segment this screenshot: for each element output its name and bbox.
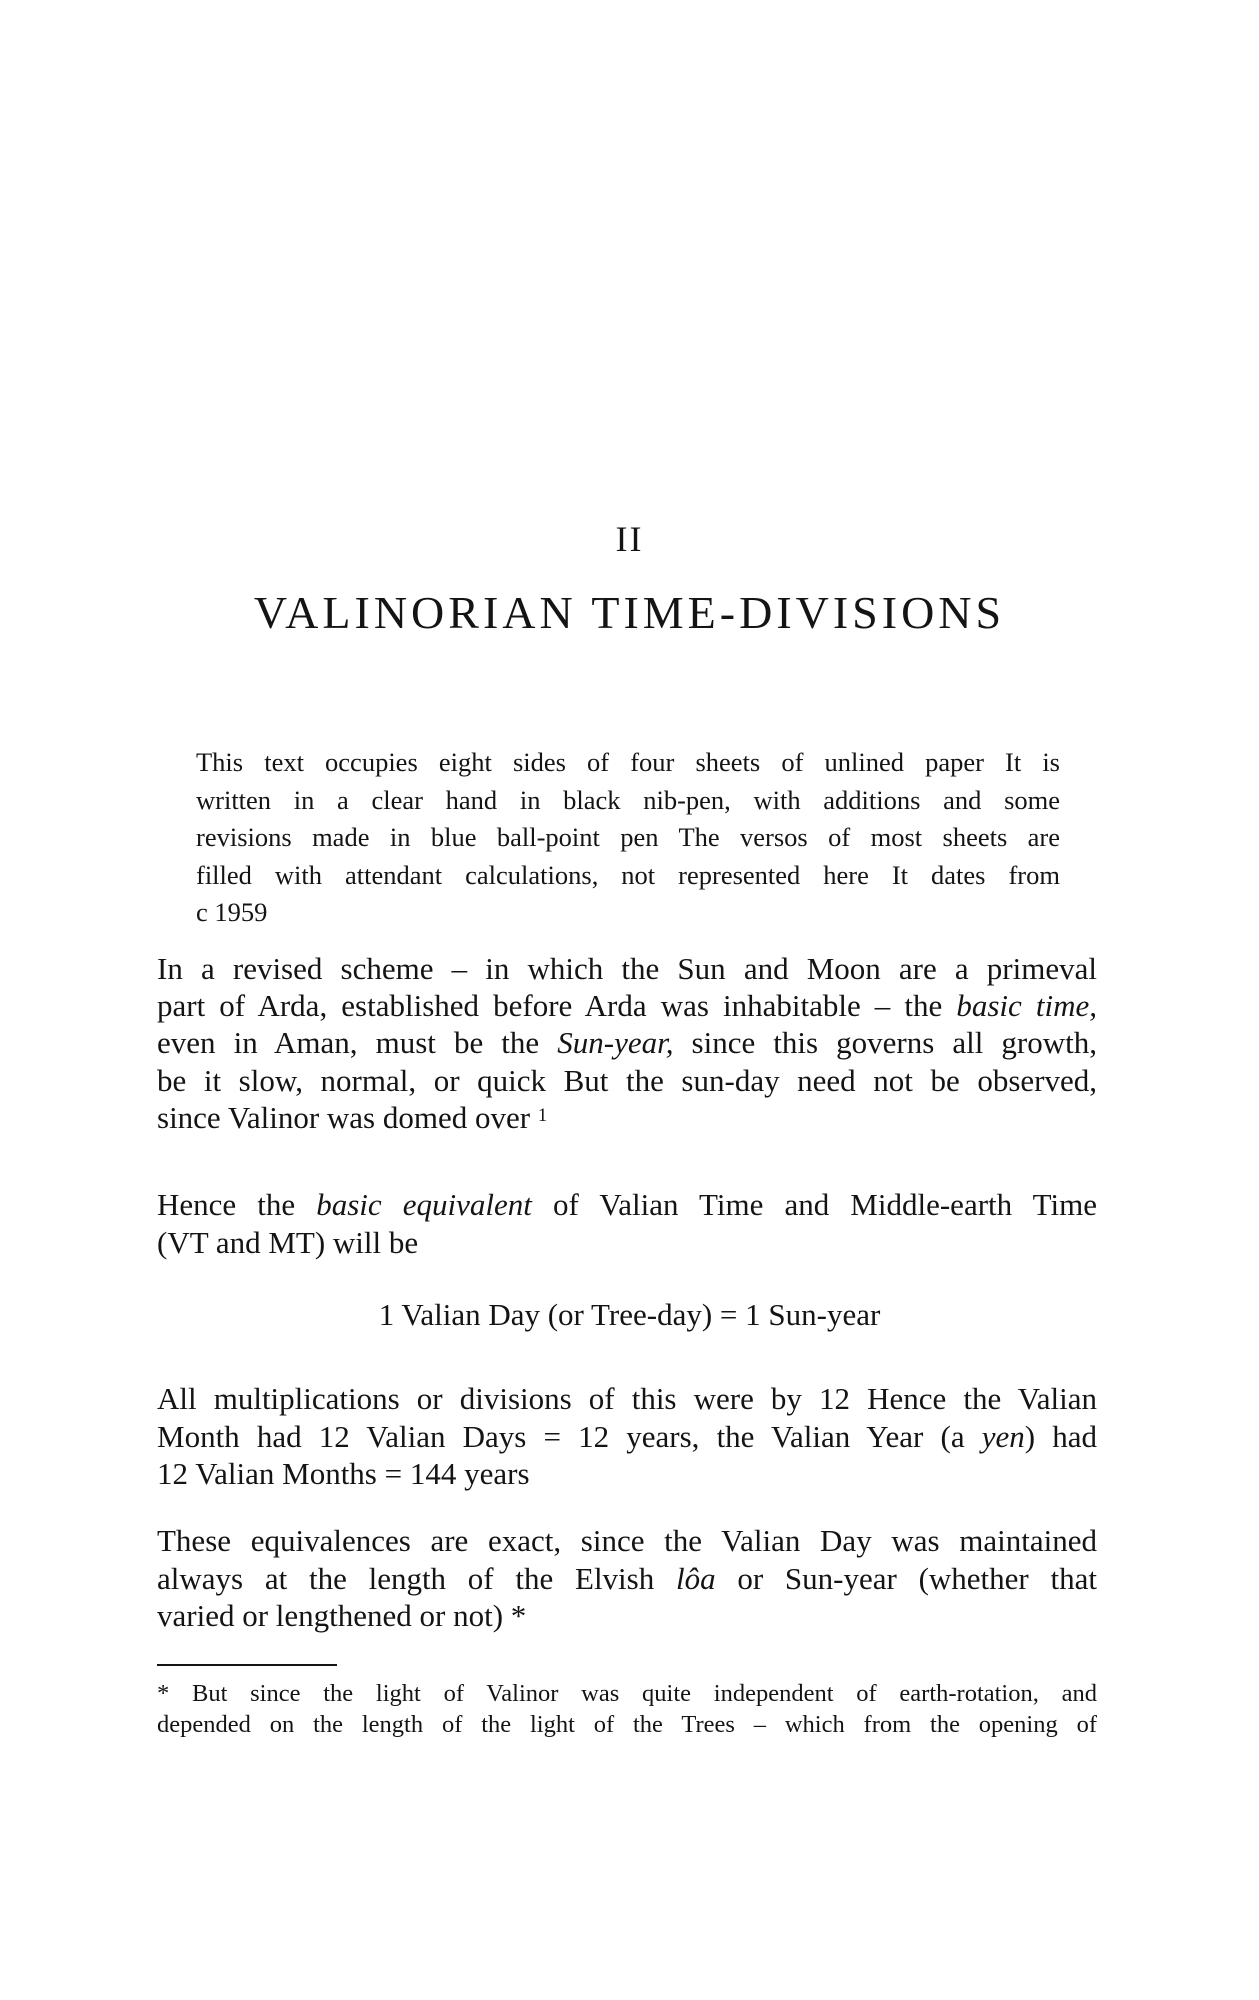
emphasis: Sun-year, xyxy=(557,1025,674,1061)
intro-line: filled with attendant calculations, not represented here It dates from xyxy=(196,859,1060,890)
paragraph-basic-equivalent xyxy=(157,1186,1097,1262)
paragraph-multiplications xyxy=(157,1380,1097,1493)
text-line: 12 Valian Months = 144 years xyxy=(157,1456,530,1491)
footnote xyxy=(157,1678,1097,1740)
text-line: (VT and MT) will be xyxy=(157,1225,419,1260)
intro-note xyxy=(196,744,1060,932)
text-line: varied or lengthened or not) * xyxy=(157,1598,527,1633)
intro-line: This text occupies eight sides of four sheets of unlined paper It is xyxy=(196,747,1060,777)
text-run: ) had xyxy=(1024,1418,1097,1454)
chapter-number: II xyxy=(615,519,644,559)
emphasis: lôa xyxy=(675,1560,716,1596)
equivalence-formula: 1 Valian Day (or Tree-day) = 1 Sun-year xyxy=(378,1297,881,1332)
intro-line: revisions made in blue ball-point pen The versos of most sheets are xyxy=(196,822,1060,852)
paragraph-equivalences xyxy=(157,1522,1097,1635)
text-run: since Valinor was domed over xyxy=(157,1099,531,1135)
text-line xyxy=(157,1099,1097,1136)
text-run: even in Aman, must be the xyxy=(157,1025,558,1061)
text-line xyxy=(157,987,1097,1024)
text-line xyxy=(157,1418,1097,1456)
text-run: or Sun-year (whether that xyxy=(715,1560,1097,1596)
note-reference: 1 xyxy=(537,1105,548,1127)
text-line xyxy=(157,1560,1097,1598)
footnote-rule xyxy=(157,1664,337,1666)
text-line xyxy=(157,1024,1097,1061)
emphasis: basic time, xyxy=(956,988,1098,1024)
text-line: These equivalences are exact, since the Valian Day was maintained xyxy=(157,1523,1097,1558)
text-line xyxy=(157,1186,1097,1224)
text-line: All multiplications or divisions of this were by 12 Hence the Valian xyxy=(157,1381,1097,1416)
text-run: Month had 12 Valian Days = 12 years, the Valian Year (a xyxy=(157,1418,982,1454)
text-run: part of Arda, established before Arda was inhabitable – the xyxy=(157,988,957,1024)
paragraph-revised-scheme xyxy=(157,950,1097,1136)
footnote-line: depended on the length of the light of the Trees – which from the opening of xyxy=(157,1711,1097,1738)
footnote-line: * But since the light of Valinor was quite independent of earth-rotation, and xyxy=(157,1680,1097,1707)
emphasis: basic equivalent xyxy=(316,1187,532,1222)
text-run: since this governs all growth, xyxy=(673,1025,1097,1061)
text-run: always at the length of the Elvish xyxy=(157,1560,676,1596)
text-line: be it slow, normal, or quick But the sun-day need not be observed, xyxy=(157,1062,1097,1098)
text-line: In a revised scheme – in which the Sun and Moon are a primeval xyxy=(157,951,1097,986)
text-run: of Valian Time and Middle-earth Time xyxy=(531,1187,1097,1222)
intro-line: c 1959 xyxy=(196,897,268,927)
chapter-title: VALINORIAN TIME-DIVISIONS xyxy=(253,587,1006,638)
emphasis: yen xyxy=(981,1418,1025,1454)
text-run: Hence the xyxy=(157,1187,317,1222)
intro-line: written in a clear hand in black nib-pen, with additions and some xyxy=(196,784,1060,815)
